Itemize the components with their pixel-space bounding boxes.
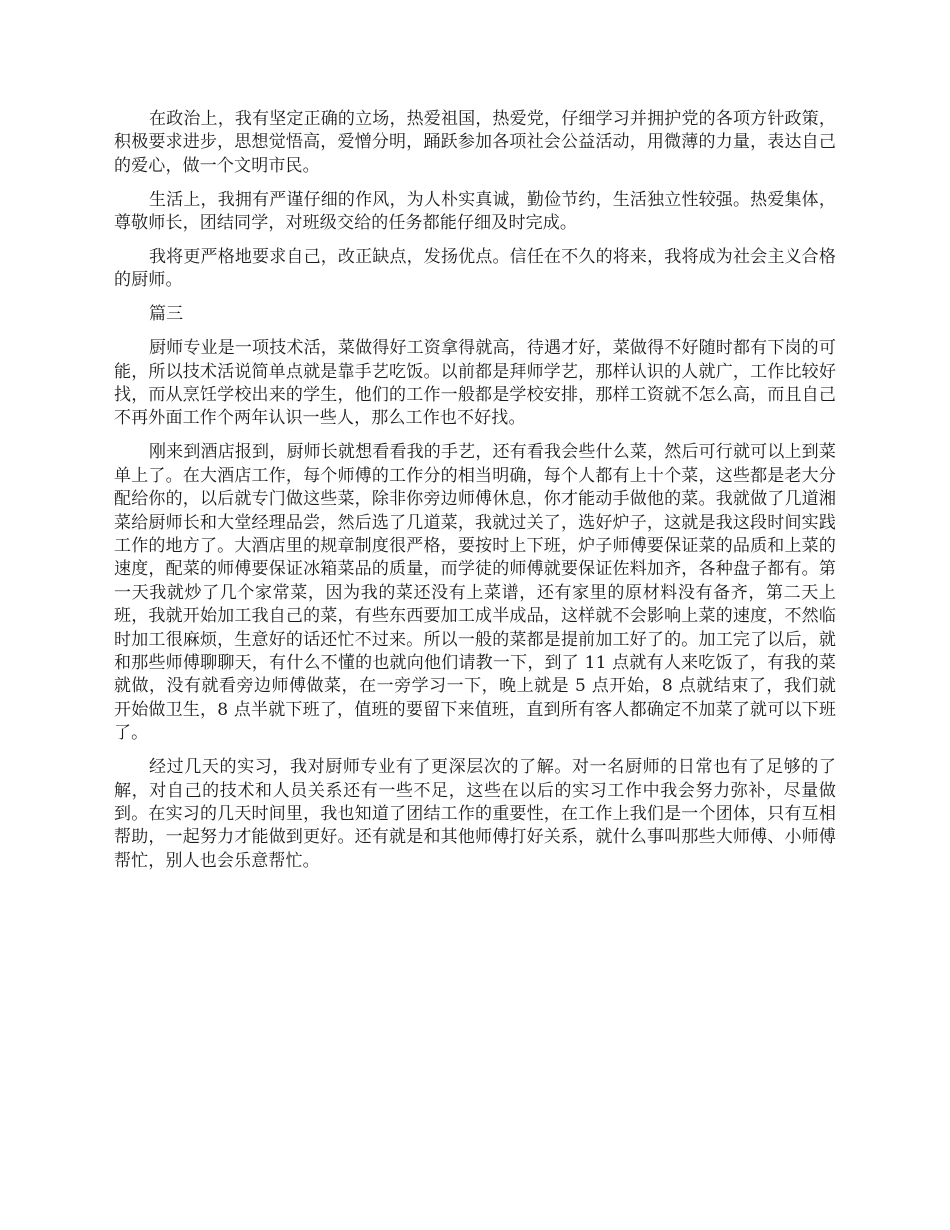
paragraph-conclusion: 经过几天的实习，我对厨师专业有了更深层次的了解。对一名厨师的日常也有了足够的了解，对自己的技术和人员关系还有一些不足，这些在以后的实习工作中我会努力弥补，尽量做到。在实习的几天时间里，我也知道了团结工作的重要性，在工作上我们是一个团体，只有互相帮助，一起努力才能做到更好。还有就是和其他师傅打好关系，就什么事叫那些大师傅、小师傅帮忙，别人也会乐意帮忙。: [114, 757, 836, 871]
section-heading: 篇三: [149, 304, 184, 325]
paragraph-chef-profession: 厨师专业是一项技术活，菜做得好工资拿得就高，待遇才好，菜做得不好随时都有下岗的可能，所以技术活说简单点就是靠手艺吃饭。以前都是拜师学艺，那样认识的人就广，工作比较好找，而从烹饪学校出来的学生，他们的工作一般都是学校安排，那样工资就不怎么高，而且自己不再外面工作个两年认识一些人，那么工作也不好找。: [114, 338, 836, 429]
paragraph-resolution: 我将更严格地要求自己，改正缺点，发扬优点。信任在不久的将来，我将成为社会主义合格的厨师。: [114, 247, 836, 291]
paragraph-politics: 在政治上，我有坚定正确的立场，热爱祖国，热爱党，仔细学习并拥护党的各项方针政策，积极要求进步，思想觉悟高，爱憎分明，踊跃参加各项社会公益活动，用微薄的力量，表达自己的爱心，做一个文明市民。: [114, 109, 836, 176]
paragraph-hotel-work: 刚来到酒店报到，厨师长就想看看我的手艺，还有看我会些什么菜，然后可行就可以上到菜单上了。在大酒店工作，每个师傅的工作分的相当明确，每个人都有上十个菜，这些都是老大分配给你的，以后就专门做这些菜，除非你旁边师傅休息，你才能动手做他的菜。我就做了几道湘菜给厨师长和大堂经理品尝，然后选了几道菜，我就过关了，选好炉子，这就是我这段时间实践工作的地方了。大酒店里的规章制度很严格，要按时上下班，炉子师傅要保证菜的品质和上菜的速度，配菜的师傅要保证冰箱菜品的质量，而学徒的师傅就要保证佐料加齐，各种盘子都有。第一天我就炒了几个家常菜，因为我的菜还没有上菜谱，还有家里的原材料没有备齐，第二天上班，我就开始加工我自己的菜，有些东西要加工成半成品，这样就不会影响上菜的速度，不然临时加工很麻烦，生意好的话还忙不过来。所以一般的菜都是提前加工好了的。加工完了以后，就和那些师傅聊聊天，有什么不懂的也就向他们请教一下，到了 11 点就有人来吃饭了，有我的菜就做，没有就看旁边师傅做菜，在一旁学习一下，晚上就是 5 点开始，8 点就结束了，我们就开始做卫生，8 点半就下班了，值班的要留下来值班，直到所有客人都确定不加菜了就可以下班了。: [114, 442, 836, 744]
paragraph-life: 生活上，我拥有严谨仔细的作风，为人朴实真诚，勤俭节约，生活独立性较强。热爱集体，尊敬师长，团结同学，对班级交给的任务都能仔细及时完成。: [114, 189, 836, 234]
document-body: [114, 108, 836, 884]
